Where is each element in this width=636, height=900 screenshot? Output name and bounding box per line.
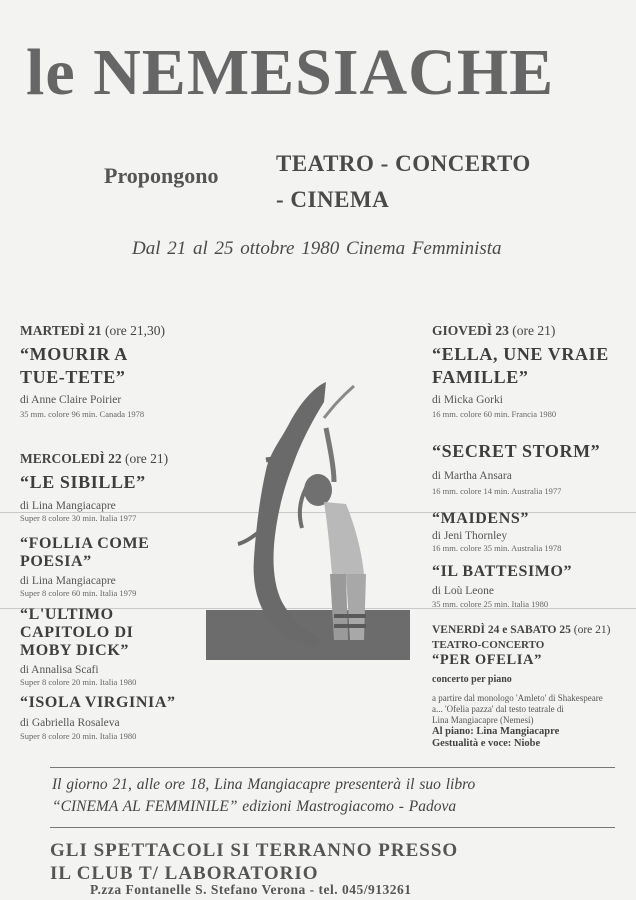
film-title: FAMILLE” <box>432 367 529 387</box>
film-info: 16 mm. colore 60 min. Francia 1980 <box>432 409 557 419</box>
teatro-description: a partire dal monologo 'Amleto' di Shakespeare <box>432 693 603 703</box>
book-line: “CINEMA AL FEMMINILE” edizioni Mastrogiacomo - Padova <box>52 798 457 815</box>
film-info: Super 8 colore 20 min. Italia 1980 <box>20 677 137 687</box>
film-director: di Jeni Thornley <box>432 530 508 542</box>
film-info: Super 8 colore 30 min. Italia 1977 <box>20 513 137 523</box>
dancer-arm <box>326 428 334 482</box>
page-title: le NEMESIACHE <box>26 36 555 109</box>
teatro-title: “PER OFELIA” <box>432 652 542 668</box>
teatro-entry <box>432 639 603 750</box>
tree-trunk <box>254 382 326 648</box>
day-heading <box>432 323 555 339</box>
day-name: MARTEDÌ 21 <box>20 323 102 338</box>
film-entry <box>432 440 600 496</box>
dates-line: Dal 21 al 25 ottobre 1980 Cinema Femminista <box>132 238 502 259</box>
film-title: “LE SIBILLE” <box>20 472 146 492</box>
teatro-description: Lina Mangiacapre (Nemesi) <box>432 715 534 725</box>
day-time: (ore 21) <box>573 624 611 636</box>
film-entry <box>20 535 149 598</box>
film-director: di Lina Mangiacapre <box>20 575 116 587</box>
film-title: “ELLA, UNE VRAIE <box>432 344 609 364</box>
film-title: “ISOLA VIRGINIA” <box>20 694 176 711</box>
dancer-stripe <box>334 624 366 628</box>
divider <box>50 767 615 768</box>
book-line: Il giorno 21, alle ore 18, Lina Mangiacapre presenterà il suo libro <box>52 776 476 793</box>
film-info: 16 mm. colore 14 min. Australia 1977 <box>432 486 562 496</box>
day-heading <box>20 451 168 467</box>
film-director: di Loù Leone <box>432 585 494 597</box>
day-name: VENERDÌ 24 e SABATO 25 <box>432 624 571 636</box>
film-title: TUE-TETE” <box>20 367 126 387</box>
film-info: 35 mm. colore 25 min. Italia 1980 <box>432 599 549 609</box>
genres-line: - CINEMA <box>276 187 390 212</box>
venue-heading <box>50 839 458 885</box>
venue-line: IL CLUB T/ LABORATORIO <box>50 863 319 884</box>
teatro-voce: Gestualità e voce: Niobe <box>432 738 541 749</box>
venue-address: P.zza Fontanelle S. Stefano Verona - tel. 045/913261 <box>90 882 412 897</box>
venue-line: GLI SPETTACOLI SI TERRANNO PRESSO <box>50 840 459 861</box>
teatro-label: TEATRO-CONCERTO <box>432 639 545 651</box>
film-title: “L'ULTIMO <box>20 606 114 623</box>
dancer-hair <box>304 474 332 506</box>
teatro-piano: Al piano: Lina Mangiacapre <box>432 726 560 737</box>
film-director: di Annalisa Scafi <box>20 664 99 676</box>
film-title: “FOLLIA COME <box>20 535 150 552</box>
film-title: MOBY DICK” <box>20 642 129 659</box>
film-entry <box>20 693 176 741</box>
film-director: di Anne Claire Poirier <box>20 394 122 406</box>
day-heading <box>432 624 610 636</box>
film-entry <box>20 343 144 419</box>
film-director: di Gabriella Rosaleva <box>20 717 120 729</box>
film-info: Super 8 colore 60 min. Italia 1979 <box>20 588 137 598</box>
film-info: 16 mm. colore 35 min. Australia 1978 <box>432 543 562 553</box>
film-title: POESIA” <box>20 553 92 570</box>
film-entry <box>432 562 572 609</box>
dancer-arm <box>324 386 354 418</box>
film-info: Super 8 colore 20 min. Italia 1980 <box>20 731 137 741</box>
film-entry <box>432 509 561 553</box>
film-title: “SECRET STORM” <box>432 441 601 461</box>
day-name: GIOVEDÌ 23 <box>432 323 509 338</box>
film-director: di Martha Ansara <box>432 470 512 482</box>
divider <box>50 827 615 828</box>
film-info: 35 mm. colore 96 min. Canada 1978 <box>20 409 145 419</box>
dancer-hair-strand <box>300 488 306 528</box>
dancer-stripe <box>334 614 366 618</box>
film-title: “MAIDENS” <box>432 510 529 527</box>
film-entry <box>432 343 609 419</box>
propongono-label: Propongono <box>104 163 219 188</box>
teatro-subtitle: concerto per piano <box>432 674 512 685</box>
day-time: (ore 21) <box>512 323 556 338</box>
film-title: “MOURIR A <box>20 344 128 364</box>
film-director: di Micka Gorki <box>432 394 503 406</box>
film-title: “IL BATTESIMO” <box>432 563 573 580</box>
teatro-description: a... 'Ofelia pazza' dal testo teatrale di <box>432 704 564 714</box>
dancer-dress <box>324 502 364 574</box>
day-time: (ore 21,30) <box>105 323 166 338</box>
film-director: di Lina Mangiacapre <box>20 500 116 512</box>
genres-line: TEATRO - CONCERTO <box>276 151 531 176</box>
film-title: CAPITOLO DI <box>20 624 134 641</box>
day-heading <box>20 323 165 339</box>
film-entry <box>20 606 136 687</box>
day-time: (ore 21) <box>125 451 169 466</box>
dancer-photo <box>206 378 410 660</box>
day-name: MERCOLEDÌ 22 <box>20 451 122 466</box>
film-entry <box>20 471 146 523</box>
genres-heading <box>276 146 531 218</box>
book-announcement <box>52 774 475 818</box>
